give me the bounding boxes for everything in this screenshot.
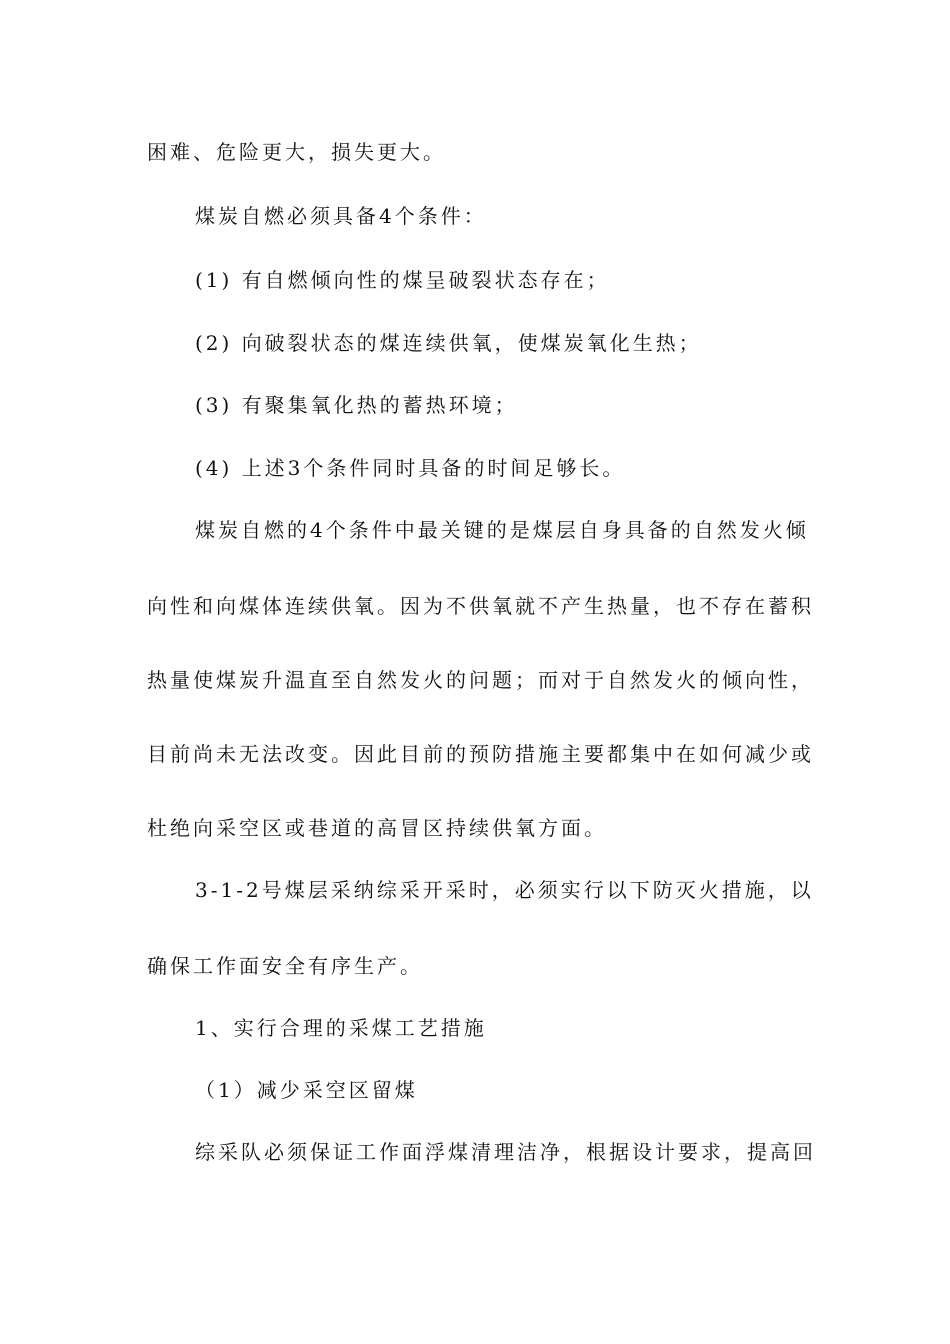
list-item: (3) 有聚集氧化热的蓄热环境； <box>195 393 518 417</box>
text-line: 杜绝向采空区或巷道的高冒区持续供氧方面。 <box>147 816 607 840</box>
text-line: 煤炭自燃的4个条件中最关键的是煤层自身具备的自然发火倾 <box>195 518 809 542</box>
text-line: 确保工作面安全有序生产。 <box>147 954 423 978</box>
subsection-heading: （1）减少采空区留煤 <box>195 1078 418 1102</box>
text-line: 困难、危险更大，损失更大。 <box>147 140 446 164</box>
text-line: 目前尚未无法改变。因此目前的预防措施主要都集中在如何减少或 <box>147 742 814 766</box>
text-line: 热量使煤炭升温直至自然发火的问题；而对于自然发火的倾向性， <box>147 668 814 692</box>
list-item: (2) 向破裂状态的煤连续供氧，使煤炭氧化生热； <box>195 331 702 355</box>
list-item: (1) 有自燃倾向性的煤呈破裂状态存在； <box>195 268 610 292</box>
paragraph-heading: 煤炭自燃必须具备4个条件： <box>195 204 487 228</box>
list-item: (4) 上述3个条件同时具备的时间足够长。 <box>195 456 626 480</box>
text-line: 向性和向煤体连续供氧。因为不供氧就不产生热量，也不存在蓄积 <box>147 594 814 618</box>
text-line: 3-1-2号煤层采纳综采开采时，必须实行以下防灭火措施，以 <box>195 878 814 902</box>
section-heading: 1、实行合理的采煤工艺措施 <box>195 1016 487 1040</box>
text-line: 综采队必须保证工作面浮煤清理洁净，根据设计要求，提高回 <box>195 1140 816 1164</box>
